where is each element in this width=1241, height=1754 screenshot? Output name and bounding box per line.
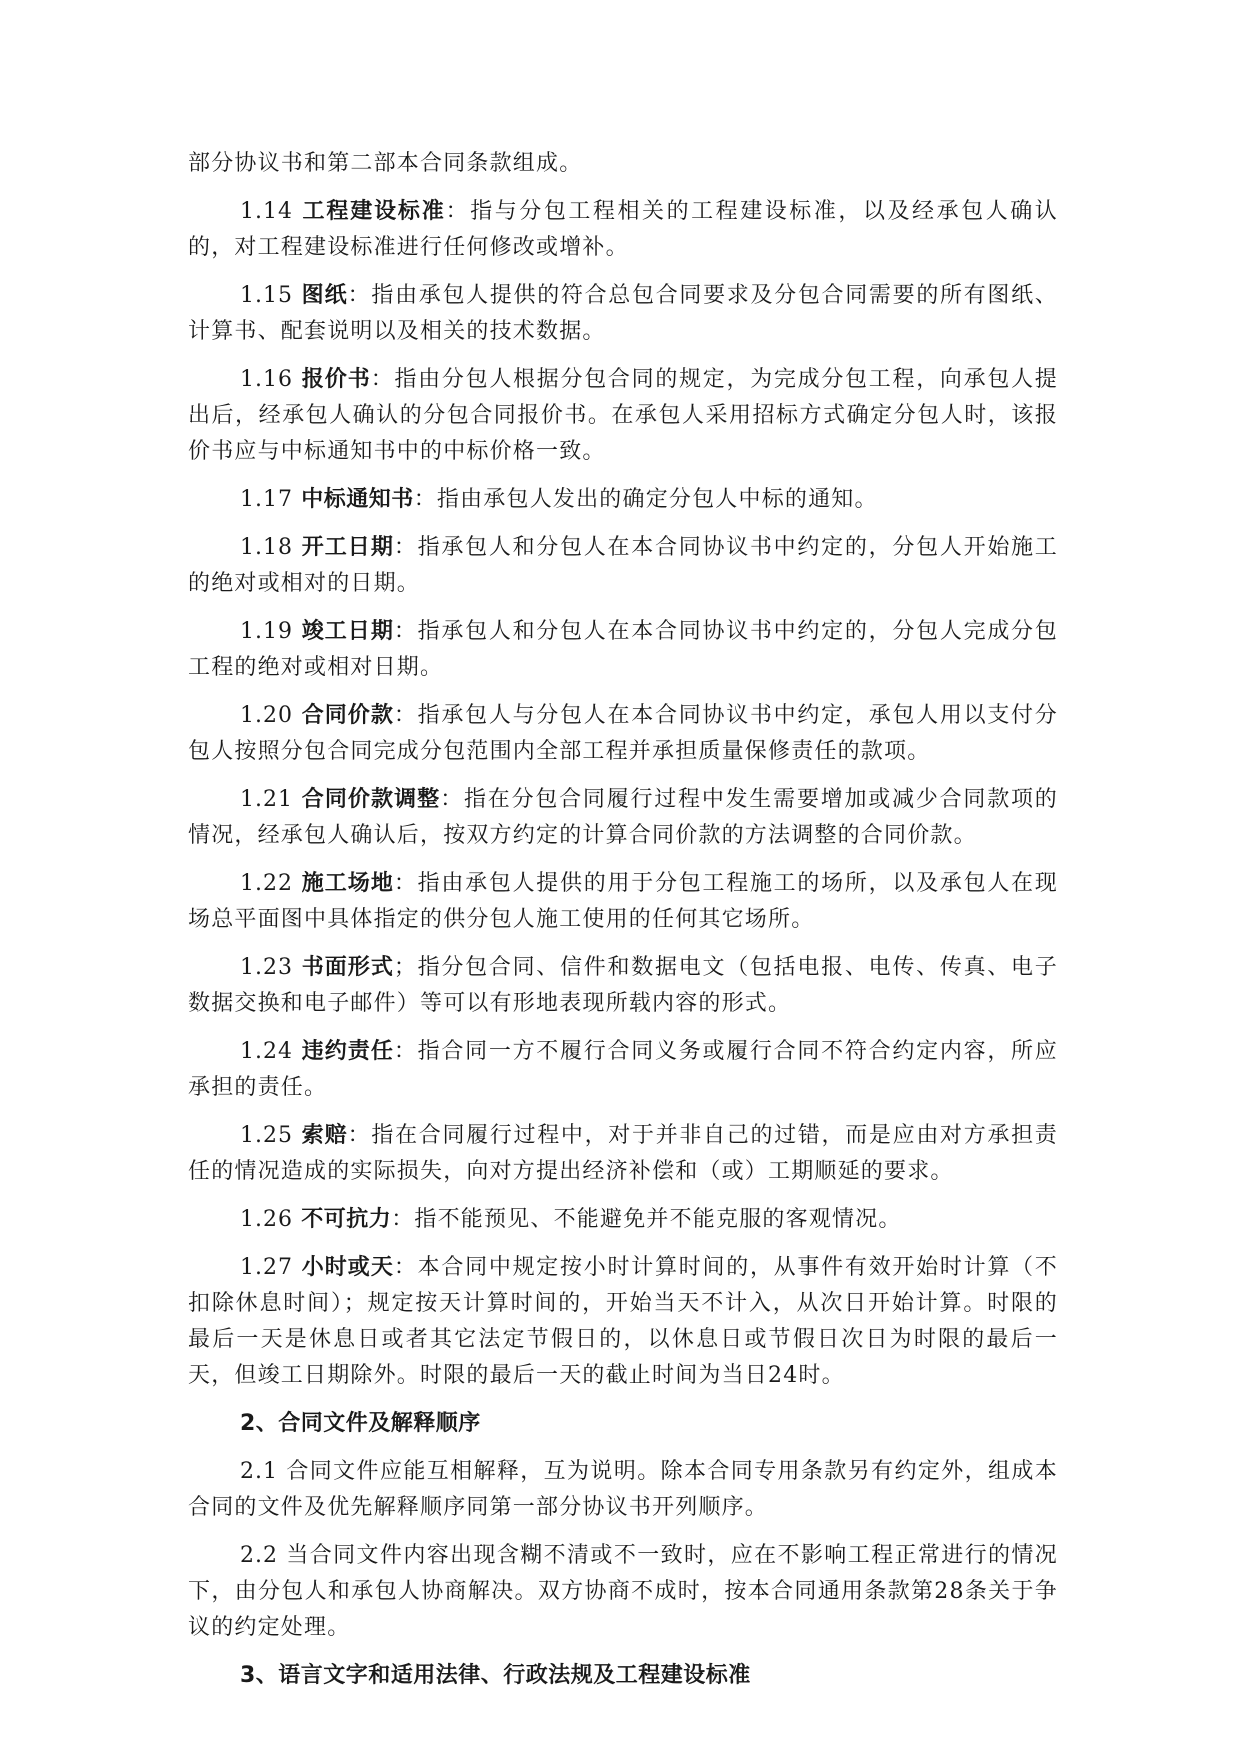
clause-number: 1.27 xyxy=(240,1255,293,1280)
defined-term: 小时或天 xyxy=(301,1255,394,1280)
defined-term: 竣工日期 xyxy=(301,619,394,644)
intro-paragraph: 部分协议书和第二部本合同条款组成。 xyxy=(188,151,583,176)
term-separator: ： xyxy=(445,199,471,224)
term-separator: ： xyxy=(413,487,437,512)
defined-term: 工程建设标准 xyxy=(302,199,446,224)
definition-text: 指承包人和分包人在本合同协议书中约定的，分包人完成分包工程的绝对或相对日期。 xyxy=(188,619,1058,680)
defined-term: 书面形式 xyxy=(301,955,394,980)
term-separator: ： xyxy=(347,283,372,308)
clause-number: 1.21 xyxy=(240,787,293,812)
definition-text: 指不能预见、不能避免并不能克服的客观情况。 xyxy=(414,1207,902,1232)
definition-text: 指在合同履行过程中，对于并非自己的过错，而是应由对方承担责任的情况造成的实际损失，向对方提出经济补偿和（或）工期顺延的要求。 xyxy=(188,1123,1058,1184)
clause-number: 1.17 xyxy=(240,487,293,512)
defined-term: 报价书 xyxy=(301,367,371,392)
clause-text: 当合同文件内容出现含糊不清或不一致时，应在不影响工程正常进行的情况下，由分包人和承包人协商解决。双方协商不成时，按本合同通用条款第28条关于争议的约定处理。 xyxy=(188,1543,1058,1640)
defined-term: 合同价款调整 xyxy=(301,787,441,812)
clause-number: 1.22 xyxy=(240,871,293,896)
term-separator: ： xyxy=(391,1207,415,1232)
clause-number: 2.2 xyxy=(240,1543,278,1568)
defined-term: 不可抗力 xyxy=(301,1207,392,1232)
term-separator: ： xyxy=(393,1255,418,1280)
defined-term: 中标通知书 xyxy=(301,487,414,512)
clause-paragraph xyxy=(188,1454,1058,1526)
term-separator: ： xyxy=(393,703,418,728)
defined-term: 图纸 xyxy=(301,283,348,308)
definition-item xyxy=(188,194,1058,266)
clause-number: 1.19 xyxy=(240,619,293,644)
clause-number: 1.18 xyxy=(240,535,293,560)
definition-item xyxy=(188,614,1058,686)
defined-term: 索赔 xyxy=(301,1123,348,1148)
term-separator: ； xyxy=(393,955,418,980)
definitions-list xyxy=(188,194,1058,1394)
term-separator: ： xyxy=(393,535,418,560)
term-separator: ： xyxy=(370,367,395,392)
definition-text: 指由承包人提供的用于分包工程施工的场所，以及承包人在现场总平面图中具体指定的供分包人施工使用的任何其它场所。 xyxy=(188,871,1058,932)
definition-text: 指合同一方不履行合同义务或履行合同不符合约定内容，所应承担的责任。 xyxy=(188,1039,1058,1100)
definition-item xyxy=(188,362,1058,470)
definition-item xyxy=(188,482,1058,518)
definition-item xyxy=(188,1034,1058,1106)
definition-item xyxy=(188,866,1058,938)
clause-number: 1.23 xyxy=(240,955,293,980)
definition-text: 指分包合同、信件和数据电文（包括电报、电传、传真、电子数据交换和电子邮件）等可以有形地表现所载内容的形式。 xyxy=(188,955,1058,1016)
term-separator: ： xyxy=(393,619,418,644)
clause-text: 合同文件应能互相解释，互为说明。除本合同专用条款另有约定外，组成本合同的文件及优先解释顺序同第一部分协议书开列顺序。 xyxy=(188,1459,1058,1520)
definition-text: 指由分包人根据分包合同的规定，为完成分包工程，向承包人提出后，经承包人确认的分包合同报价书。在承包人采用招标方式确定分包人时，该报价书应与中标通知书中的中标价格一致。 xyxy=(188,367,1058,464)
term-separator: ： xyxy=(347,1123,372,1148)
section-3-heading: 3、语言文字和适用法律、行政法规及工程建设标准 xyxy=(240,1663,751,1688)
clause-number: 1.14 xyxy=(240,199,293,224)
term-separator: ： xyxy=(440,787,465,812)
clause-number: 1.24 xyxy=(240,1039,293,1064)
defined-term: 违约责任 xyxy=(301,1039,394,1064)
definition-text: 指承包人和分包人在本合同协议书中约定的，分包人开始施工的绝对或相对的日期。 xyxy=(188,535,1058,596)
definition-text: 指与分包工程相关的工程建设标准，以及经承包人确认的，对工程建设标准进行任何修改或增补。 xyxy=(188,199,1058,260)
clause-number: 1.16 xyxy=(240,367,293,392)
clause-number: 1.15 xyxy=(240,283,293,308)
section-2-items xyxy=(188,1454,1058,1646)
definition-text: 指在分包合同履行过程中发生需要增加或减少合同款项的情况，经承包人确认后，按双方约定的计算合同价款的方法调整的合同价款。 xyxy=(188,787,1058,848)
definition-item xyxy=(188,782,1058,854)
term-separator: ： xyxy=(393,871,418,896)
definition-text: 指由承包人提供的符合总包合同要求及分包合同需要的所有图纸、计算书、配套说明以及相关的技术数据。 xyxy=(188,283,1058,344)
clause-number: 1.26 xyxy=(240,1207,293,1232)
defined-term: 施工场地 xyxy=(301,871,394,896)
term-separator: ： xyxy=(393,1039,418,1064)
definition-item xyxy=(188,1202,1058,1238)
definition-text: 本合同中规定按小时计算时间的，从事件有效开始时计算（不扣除休息时间）；规定按天计算时间的，开始当天不计入，从次日开始计算。时限的最后一天是休息日或者其它法定节假日的，以休息日或节假日次日为时限的最后一天，但竣工日期除外。时限的最后一天的截止时间为当日24时。 xyxy=(188,1255,1058,1388)
defined-term: 合同价款 xyxy=(301,703,394,728)
definition-item xyxy=(188,1118,1058,1190)
defined-term: 开工日期 xyxy=(301,535,394,560)
definition-item xyxy=(188,530,1058,602)
clause-number: 2.1 xyxy=(240,1459,278,1484)
definition-item xyxy=(188,1250,1058,1394)
definition-item xyxy=(188,278,1058,350)
section-2-heading: 2、合同文件及解释顺序 xyxy=(240,1411,481,1436)
definition-item xyxy=(188,950,1058,1022)
document-page xyxy=(188,146,1058,1706)
definition-text: 指承包人与分包人在本合同协议书中约定，承包人用以支付分包人按照分包合同完成分包范围内全部工程并承担质量保修责任的款项。 xyxy=(188,703,1058,764)
clause-number: 1.20 xyxy=(240,703,293,728)
clause-number: 1.25 xyxy=(240,1123,293,1148)
clause-paragraph xyxy=(188,1538,1058,1646)
definition-item xyxy=(188,698,1058,770)
definition-text: 指由承包人发出的确定分包人中标的通知。 xyxy=(436,487,878,512)
